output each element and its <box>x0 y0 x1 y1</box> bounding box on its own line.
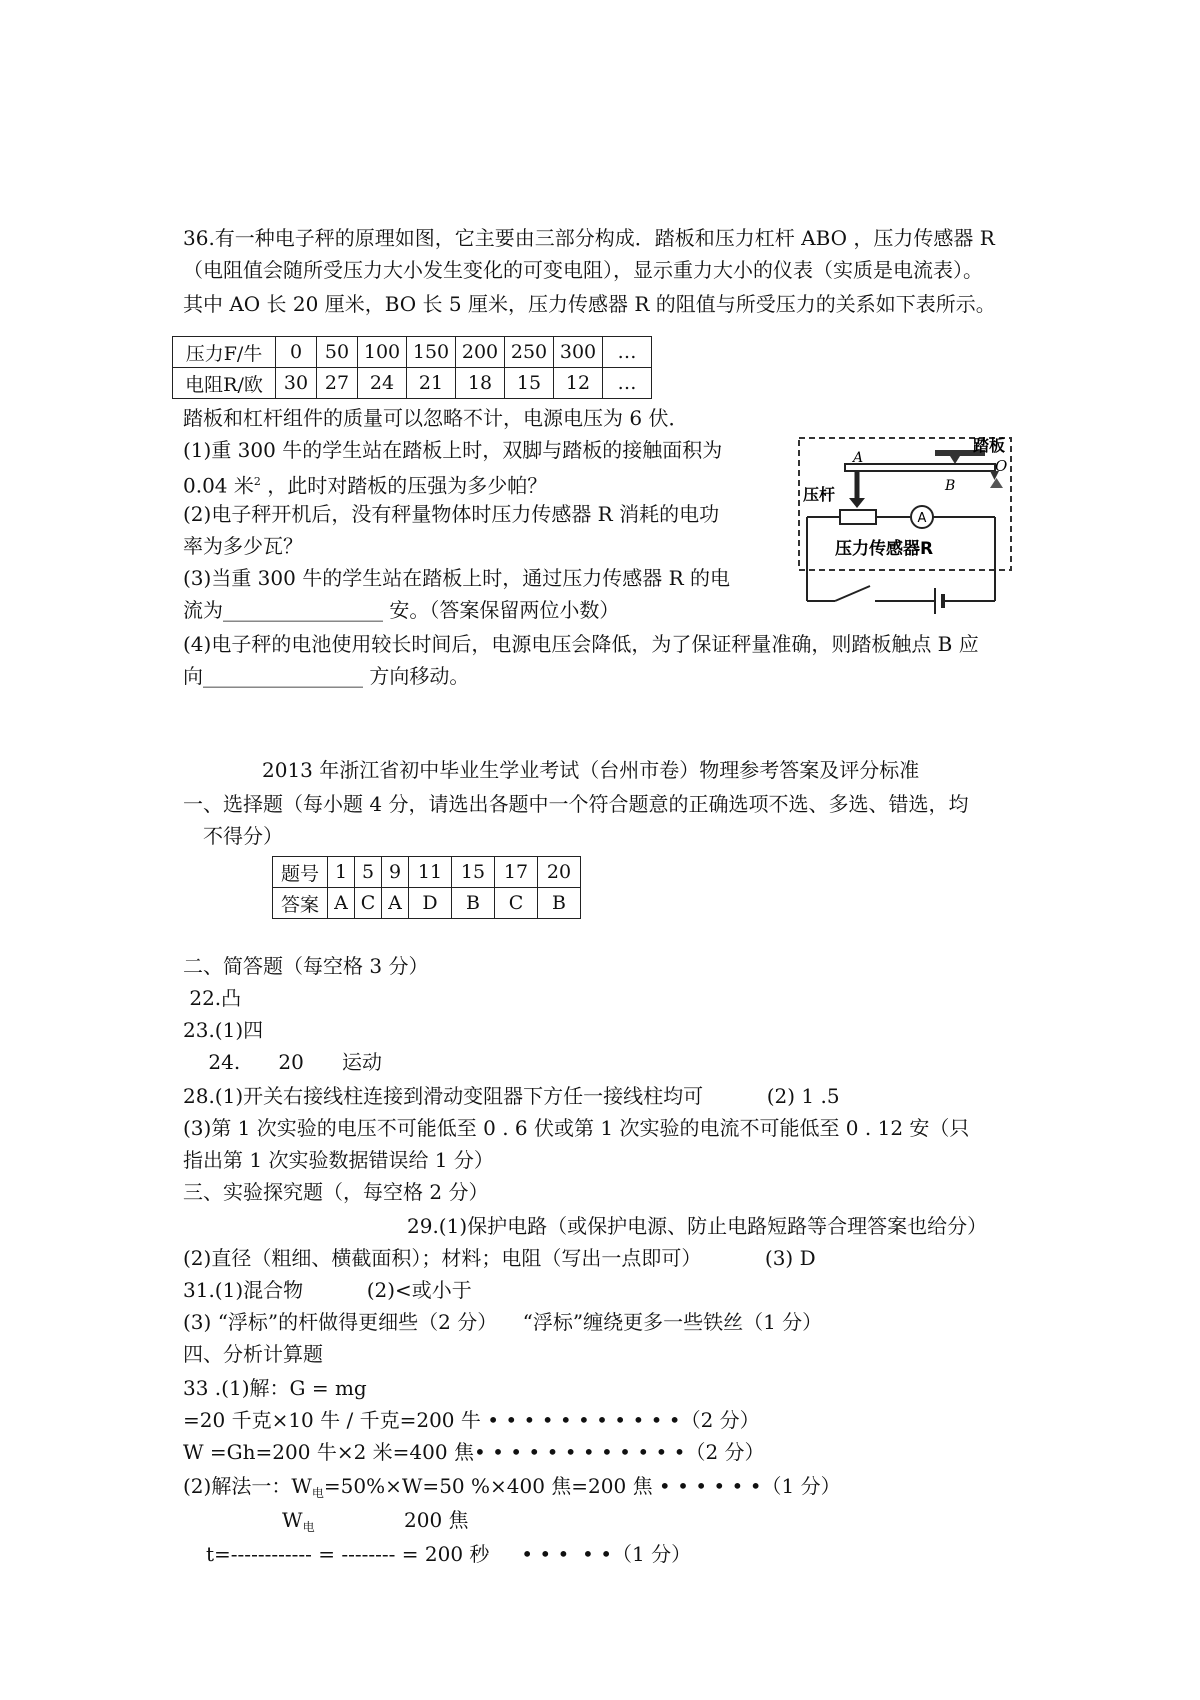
table-cell: 30 <box>276 368 317 399</box>
table-cell: A <box>328 888 355 919</box>
table-row <box>173 368 652 399</box>
answer-28-line-1: 28.(1)开关右接线柱连接到滑动变阻器下方任一接线柱均可 (2) 1 .5 <box>183 1084 840 1108</box>
sensor-box <box>840 510 876 524</box>
table-cell: 250 <box>505 337 554 368</box>
lever-bar <box>845 464 995 471</box>
table-cell: 24 <box>358 368 407 399</box>
table-cell: 题号 <box>273 857 328 888</box>
answer-31-line-2: (3) “浮标”的杆做得更细些（2 分） “浮标”缠绕更多一些铁丝（1 分） <box>183 1310 823 1334</box>
pivot-support <box>990 478 1003 488</box>
table-cell: A <box>382 888 409 919</box>
table-cell: 300 <box>554 337 603 368</box>
table-cell: 20 <box>538 857 581 888</box>
fraction-numerator-value: 200 焦 <box>404 1508 469 1532</box>
lever-label: 压杆 <box>803 485 836 504</box>
ammeter-label: A <box>917 511 927 526</box>
table-cell: 150 <box>407 337 456 368</box>
table-cell: 1 <box>328 857 355 888</box>
table-cell: C <box>355 888 382 919</box>
q36-line-1: 36.有一种电子秤的原理如图，它主要由三部分构成．踏板和压力杠杆 ABO ，压力传感器 R <box>183 226 995 250</box>
answer-33-line-2: =20 千克×10 牛 / 千克=200 牛 • • • • • • • • • • •（2 分） <box>183 1408 760 1432</box>
answers-title: 2013 年浙江省初中毕业生学业考试（台州市卷）物理参考答案及评分标准 <box>262 758 920 782</box>
answer-key-table <box>272 856 581 919</box>
section-3-heading: 三、实验探究题（，每空格 2 分） <box>183 1180 489 1204</box>
q36-part-1a: (1)重 300 牛的学生站在踏板上时，双脚与踏板的接触面积为 <box>183 438 723 462</box>
switch-icon <box>835 586 870 601</box>
q36-line-3: 其中 AO 长 20 厘米，BO 长 5 厘米，压力传感器 R 的阻值与所受压力的关系如下表所示。 <box>183 292 996 316</box>
q36-part-4a: (4)电子秤的电池使用较长时间后，电源电压会降低，为了保证秤量准确，则踏板触点 B 应 <box>183 632 979 656</box>
table-cell: 27 <box>317 368 358 399</box>
answer-31-line-1: 31.(1)混合物 (2)<或小于 <box>183 1278 472 1302</box>
table-cell: 50 <box>317 337 358 368</box>
section-2-heading: 二、简答题（每空格 3 分） <box>183 954 429 978</box>
q36-part-4b: 向________________ 方向移动。 <box>183 664 470 688</box>
answer-22: 22.凸 <box>183 986 242 1010</box>
table-cell: 100 <box>358 337 407 368</box>
point-b-label: B <box>945 478 956 494</box>
table-cell: 电阻R/欧 <box>173 368 276 399</box>
table-cell: 18 <box>456 368 505 399</box>
table-cell: 0 <box>276 337 317 368</box>
fraction-numerator-w: $W_电$ <box>282 1508 315 1534</box>
answer-23: 23.(1)四 <box>183 1018 264 1042</box>
q36-line-2: （电阻值会随所受压力大小发生变化的可变电阻），显示重力大小的仪表（实质是电流表）。 <box>183 258 983 282</box>
answer-33-line-1: 33 .(1)解：G = mg <box>183 1376 367 1400</box>
table-cell: 压力F/牛 <box>173 337 276 368</box>
section-1-heading-cont: 不得分） <box>203 824 283 848</box>
table-cell: 12 <box>554 368 603 399</box>
table-row <box>273 888 581 919</box>
table-cell: 21 <box>407 368 456 399</box>
section-1-heading: 一、选择题（每小题 4 分，请选出各题中一个符合题意的正确选项不选、多选、错选，均 <box>183 792 969 816</box>
table-cell: 9 <box>382 857 409 888</box>
table-row <box>273 857 581 888</box>
pedal-contact <box>950 456 960 464</box>
electronic-scale-diagram <box>795 436 1015 614</box>
table-cell: C <box>495 888 538 919</box>
table-cell: 15 <box>505 368 554 399</box>
pedal-label: 踏板 <box>973 436 1006 455</box>
q36-part-3a: (3)当重 300 牛的学生站在踏板上时，通过压力传感器 R 的电 <box>183 566 730 590</box>
table-row <box>173 337 652 368</box>
table-cell: 答案 <box>273 888 328 919</box>
table-cell: 11 <box>409 857 452 888</box>
q36-part-2b: 率为多少瓦？ <box>183 534 303 558</box>
table-cell: D <box>409 888 452 919</box>
q36-part-1b: 0.04 米$^2$ ，此时对踏板的压强为多少帕？ <box>183 473 548 498</box>
press-arrow <box>849 498 865 508</box>
q36-line-4: 踏板和杠杆组件的质量可以忽略不计，电源电压为 6 伏． <box>183 406 689 430</box>
q36-part-2a: (2)电子秤开机后，没有秤量物体时压力传感器 R 消耗的电功 <box>183 502 720 526</box>
answer-29-line-2: (2)直径（粗细、横截面积）；材料；电阻（写出一点即可） (3) D <box>183 1246 816 1270</box>
point-a-label: A <box>853 450 864 466</box>
table-cell: … <box>603 337 652 368</box>
answer-24: 24. 20 运动 <box>183 1050 382 1074</box>
table-cell: 200 <box>456 337 505 368</box>
sensor-label: 压力传感器R <box>835 539 934 559</box>
answer-33-time: t=------------ = -------- = 200 秒 • • • • •（1 分） <box>206 1542 692 1566</box>
answer-28-line-2: (3)第 1 次实验的电压不可能低至 0 . 6 伏或第 1 次实验的电流不可能低至 0 . 12 安（只 <box>183 1116 970 1140</box>
answer-33-line-3: W =Gh=200 牛×2 米=400 焦• • • • • • • • • • • •（2 分） <box>183 1440 765 1464</box>
answer-29-line-1: 29.(1)保护电路（或保护电源、防止电路短路等合理答案也给分） <box>407 1214 988 1238</box>
answer-33-line-4: (2)解法一：$W_电=50\%\times W=50$ %×400 焦=200 焦 • • • • • •（1 分） <box>183 1474 841 1500</box>
section-4-heading: 四、分析计算题 <box>183 1342 323 1366</box>
table-cell: … <box>603 368 652 399</box>
q36-part-3b: 流为________________ 安。（答案保留两位小数） <box>183 598 620 622</box>
pressure-resistance-table <box>172 336 652 399</box>
table-cell: B <box>452 888 495 919</box>
answer-28-line-3: 指出第 1 次实验数据错误给 1 分） <box>183 1148 494 1172</box>
point-o-label: O <box>995 457 1008 475</box>
table-cell: 15 <box>452 857 495 888</box>
table-cell: B <box>538 888 581 919</box>
table-cell: 5 <box>355 857 382 888</box>
table-cell: 17 <box>495 857 538 888</box>
